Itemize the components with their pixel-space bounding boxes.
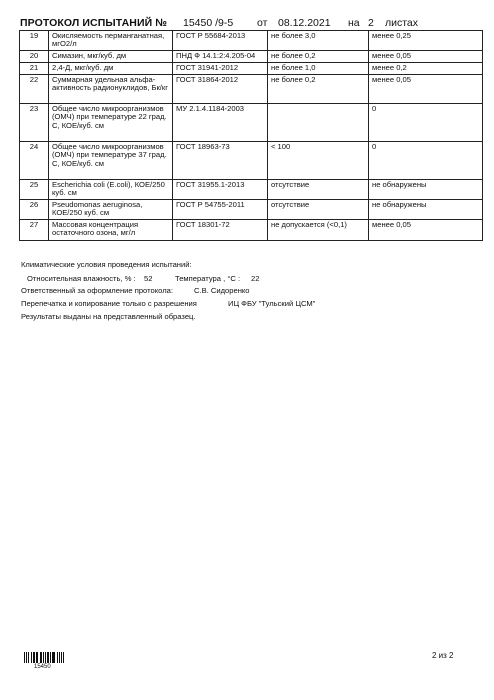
responsible-name: С.В. Сидоренко — [194, 286, 250, 295]
page-number: 2 из 2 — [432, 651, 454, 660]
norm-value: не более 0,2 — [268, 75, 369, 104]
result-value: менее 0,2 — [369, 63, 483, 75]
responsible-label: Ответственный за оформление протокола: — [21, 286, 173, 295]
row-number: 20 — [20, 51, 49, 63]
pages-on-label: на — [348, 17, 360, 29]
norm-value: отсутствие — [268, 200, 369, 220]
protocol-header — [20, 16, 480, 30]
result-value: менее 0,05 — [369, 220, 483, 241]
protocol-title: ПРОТОКОЛ ИСПЫТАНИЙ № — [20, 17, 168, 29]
table-row — [20, 142, 483, 180]
norm-value: не допускается (<0,1) — [268, 220, 369, 241]
table-row — [20, 75, 483, 104]
barcode-icon — [24, 652, 64, 663]
test-method: ГОСТ 31864-2012 — [173, 75, 268, 104]
row-number: 19 — [20, 31, 49, 51]
test-method: ГОСТ 31941-2012 — [173, 63, 268, 75]
result-value: не обнаружены — [369, 200, 483, 220]
table-row — [20, 51, 483, 63]
norm-value: не более 1,0 — [268, 63, 369, 75]
row-number: 23 — [20, 104, 49, 142]
row-number: 24 — [20, 142, 49, 180]
indicator-name: Массовая концентрация остаточного озона, мг/л — [49, 220, 173, 241]
result-value: менее 0,25 — [369, 31, 483, 51]
result-value: менее 0,05 — [369, 75, 483, 104]
pages-count: 2 — [368, 17, 374, 29]
norm-value — [268, 104, 369, 142]
climate-heading: Климатические условия проведения испытаний: — [21, 260, 192, 269]
test-method: ГОСТ Р 54755-2011 — [173, 200, 268, 220]
table-row — [20, 63, 483, 75]
norm-value: не более 3,0 — [268, 31, 369, 51]
indicator-name: Окисляемость перманганатная, мгО2/л — [49, 31, 173, 51]
row-number: 25 — [20, 180, 49, 200]
protocol-date: 08.12.2021 — [278, 17, 331, 29]
indicator-name: Escherichia coli (E.coli), КОЕ/250 куб. см — [49, 180, 173, 200]
temperature-label: Температура , °С : — [175, 274, 241, 283]
indicator-name: Суммарная удельная альфа-активность радионуклидов, Бк/кг — [49, 75, 173, 104]
result-value: менее 0,05 — [369, 51, 483, 63]
indicator-name: 2,4-Д, мкг/куб. дм — [49, 63, 173, 75]
test-method: ГОСТ 31955.1-2013 — [173, 180, 268, 200]
test-method: ГОСТ 18963-73 — [173, 142, 268, 180]
row-number: 21 — [20, 63, 49, 75]
result-value: 0 — [369, 104, 483, 142]
indicator-name: Симазин, мкг/куб. дм — [49, 51, 173, 63]
table-row — [20, 200, 483, 220]
indicator-name: Общее число микроорганизмов (ОМЧ) при температуре 37 град. С, КОЕ/куб. см — [49, 142, 173, 180]
indicator-name: Общее число микроорганизмов (ОМЧ) при температуре 22 град. С, КОЕ/куб. см — [49, 104, 173, 142]
row-number: 22 — [20, 75, 49, 104]
table-row — [20, 180, 483, 200]
temperature-value: 22 — [251, 274, 260, 283]
table-row — [20, 31, 483, 51]
barcode-number: 15450 — [34, 664, 51, 670]
test-method: ГОСТ Р 55684-2013 — [173, 31, 268, 51]
norm-value: не более 0,2 — [268, 51, 369, 63]
pages-word: листах — [385, 17, 419, 29]
table-row — [20, 104, 483, 142]
test-method: ПНД Ф 14.1:2:4.205-04 — [173, 51, 268, 63]
reprint-notice: Перепечатка и копирование только с разрешения — [21, 299, 197, 308]
test-method: ГОСТ 18301-72 — [173, 220, 268, 241]
row-number: 27 — [20, 220, 49, 241]
results-table — [19, 30, 483, 241]
humidity-value: 52 — [144, 274, 153, 283]
humidity-label: Относительная влажность, % : — [27, 274, 136, 283]
date-prefix: от — [257, 17, 268, 29]
result-value: 0 — [369, 142, 483, 180]
norm-value: < 100 — [268, 142, 369, 180]
test-method: МУ 2.1.4.1184-2003 — [173, 104, 268, 142]
table-row — [20, 220, 483, 241]
reprint-organization: ИЦ ФБУ "Тульский ЦСМ" — [228, 299, 316, 308]
result-value: не обнаружены — [369, 180, 483, 200]
protocol-number: 15450 /9-5 — [183, 17, 234, 29]
results-note: Результаты выданы на представленный образец. — [21, 312, 196, 321]
norm-value: отсутствие — [268, 180, 369, 200]
row-number: 26 — [20, 200, 49, 220]
indicator-name: Pseudomonas aeruginosa, КОЕ/250 куб. см — [49, 200, 173, 220]
